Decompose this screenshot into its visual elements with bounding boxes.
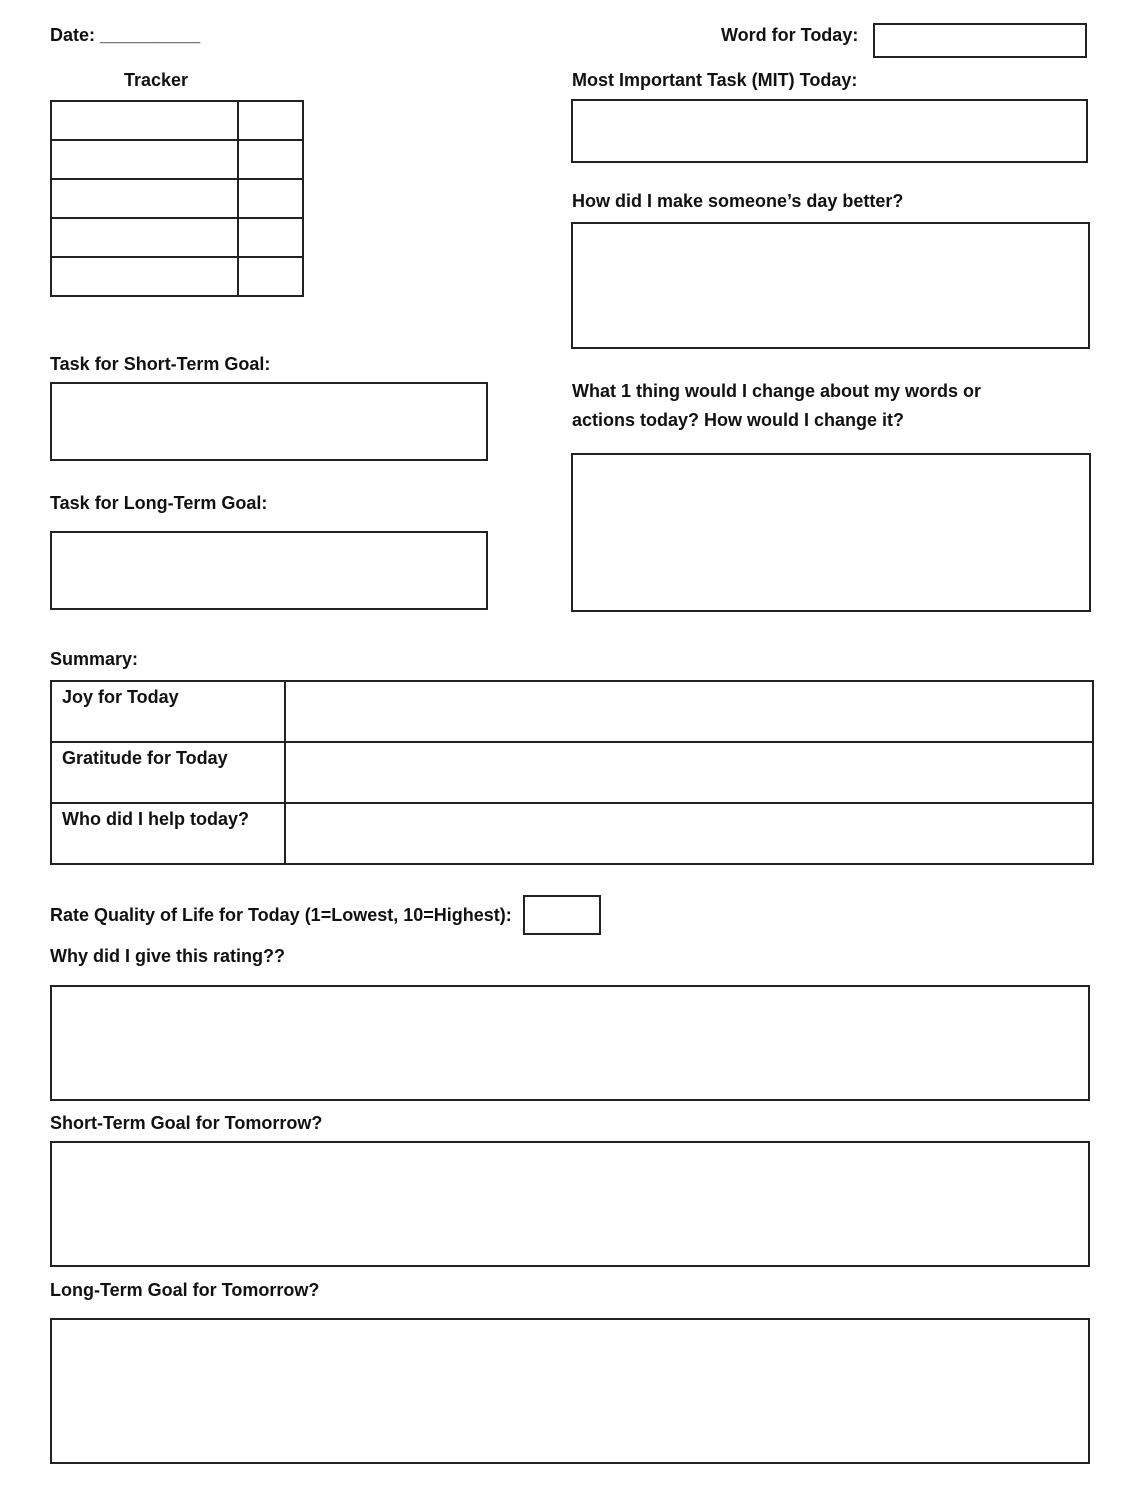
summary-row [51, 742, 1093, 803]
word-for-today-label: Word for Today: [721, 25, 859, 45]
change-label: What 1 thing would I change about my words or actions today? How would I change it? [572, 381, 982, 430]
mit-field[interactable] [571, 99, 1088, 163]
tracker-row [51, 257, 303, 296]
tracker-cell-mark[interactable] [238, 218, 303, 257]
summary-row-value[interactable] [285, 742, 1093, 803]
mit-label: Most Important Task (MIT) Today: [572, 70, 858, 90]
tracker-row [51, 218, 303, 257]
tracker-cell-item[interactable] [51, 140, 238, 179]
date-label [50, 24, 200, 46]
summary-row [51, 681, 1093, 742]
summary-row-value[interactable] [285, 681, 1093, 742]
summary-row-label: Gratitude for Today [51, 742, 285, 803]
tracker-cell-item[interactable] [51, 179, 238, 218]
tracker-title: Tracker [124, 70, 189, 90]
tracker-table [50, 100, 304, 297]
tracker-row [51, 140, 303, 179]
tracker-cell-mark[interactable] [238, 257, 303, 296]
rating-field[interactable] [523, 895, 601, 935]
short-term-task-field[interactable] [50, 382, 488, 461]
summary-row [51, 803, 1093, 864]
someone-day-label: How did I make someone’s day better? [572, 191, 904, 211]
someone-day-field[interactable] [571, 222, 1090, 349]
date-blank[interactable]: __________ [100, 25, 201, 45]
change-field[interactable] [571, 453, 1091, 612]
tracker-cell-item[interactable] [51, 218, 238, 257]
tracker-cell-mark[interactable] [238, 179, 303, 218]
long-term-task-label: Task for Long-Term Goal: [50, 493, 268, 513]
tracker-cell-item[interactable] [51, 101, 238, 140]
tracker-row [51, 101, 303, 140]
long-term-tomorrow-field[interactable] [50, 1318, 1090, 1464]
summary-table [50, 680, 1094, 865]
tracker-row [51, 179, 303, 218]
summary-row-label: Joy for Today [51, 681, 285, 742]
short-term-task-label: Task for Short-Term Goal: [50, 354, 271, 374]
long-term-tomorrow-label: Long-Term Goal for Tomorrow? [50, 1280, 320, 1300]
rating-why-label: Why did I give this rating?? [50, 946, 286, 966]
long-term-task-field[interactable] [50, 531, 488, 610]
tracker-cell-mark[interactable] [238, 140, 303, 179]
word-for-today-field[interactable] [873, 23, 1087, 58]
tracker-cell-item[interactable] [51, 257, 238, 296]
short-term-tomorrow-field[interactable] [50, 1141, 1090, 1267]
summary-title: Summary: [50, 649, 139, 669]
tracker-cell-mark[interactable] [238, 101, 303, 140]
summary-row-label: Who did I help today? [51, 803, 285, 864]
short-term-tomorrow-label: Short-Term Goal for Tomorrow? [50, 1113, 323, 1133]
rating-why-field[interactable] [50, 985, 1090, 1101]
summary-row-value[interactable] [285, 803, 1093, 864]
date-label-text: Date: [50, 25, 96, 45]
rating-label: Rate Quality of Life for Today (1=Lowest, 10=Highest): [50, 905, 512, 925]
